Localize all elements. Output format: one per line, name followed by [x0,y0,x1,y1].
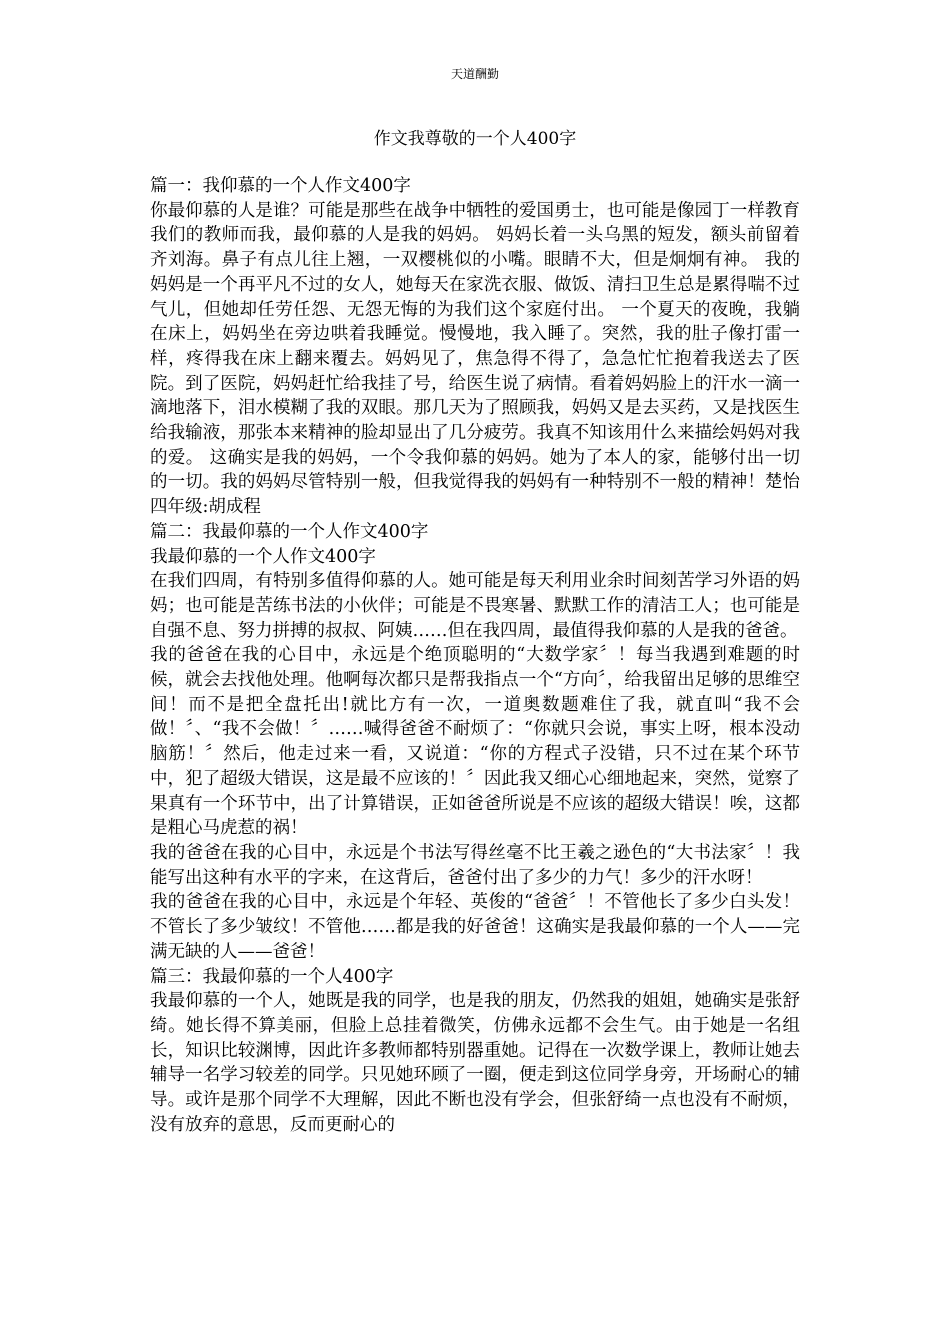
paragraph: 我的爸爸在我的心目中，永远是个年轻、英俊的“爸爸〞！不管他长了多少白头发！不管长了多少皱纹！不管他……都是我的好爸爸！这确实是我最仰慕的一个人——完满无缺的人——爸爸！ [150,892,800,962]
document-body [150,174,800,1137]
section-heading-3: 篇三：我最仰慕的一个人400字 [150,966,394,987]
section-heading-1: 篇一：我仰慕的一个人作文400字 [150,176,411,196]
section-heading-2: 篇二：我最仰慕的一个人作文400字 [150,521,429,542]
paragraph: 在我们四周，有特别多值得仰慕的人。她可能是每天利用业余时间刻苦学习外语的妈妈；也可能是苦练书法的小伙伴；可能是不畏寒暑、默默工作的清洁工人；也可能是自强不息、努力拼搏的叔叔、阿姨……但在我四周，最值得我仰慕的人是我的爸爸。 [150,571,800,641]
page-header: 天道酬勤 [450,67,499,81]
paragraph: 我的爸爸在我的心目中，永远是个书法写得丝毫不比王羲之逊色的“大书法家〞！我能写出这种有水平的字来，在这背后，爸爸付出了多少的力气！多少的汗水呀！ [150,842,800,888]
subheading: 我最仰慕的一个人作文400字 [150,546,376,567]
paragraph: 我最仰慕的一个人，她既是我的同学，也是我的朋友，仍然我的姐姐，她确实是张舒绮。她长得不算美丽，但脸上总挂着微笑，仿佛永远都不会生气。由于她是一名组长，知识比较渊博，因此许多教师都特别器重她。记得在一次数学课上，教师让她去辅导一名学习较差的同学。只见她环顾了一圈，便走到这位同学身旁，开场耐心的辅导。或许是那个同学不大理解，因此不断也没有学会，但张舒绮一点也没有不耐烦，没有放弃的意思，反而更耐心的 [150,991,800,1135]
paragraph: 我的爸爸在我的心目中，永远是个绝顶聪明的“大数学家〞！每当我遇到难题的时候，就会去找他处理。他啊每次都只是帮我指点一个“方向〞，给我留出足够的思维空间！而不是把全盘托出!就比方有一次，一道奥数题难住了我，就直叫“我不会做！〞、“我不会做！〞……喊得爸爸不耐烦了：“你就只会说，事实上呀，根本没动脑筋！〞然后，他走过来一看，又说道：“你的方程式子没错，只不过在某个环节中，犯了超级大错误，这是最不应该的！〞因此我又细心心细地起来，突然，觉察了果真有一个环节中，出了计算错误，正如爸爸所说是不应该的超级大错误！唉，这都是粗心马虎惹的祸！ [150,645,800,839]
document-title: 作文我尊敬的一个人400字 [373,129,577,149]
paragraph: 你最仰慕的人是谁？可能是那些在战争中牺牲的爱国勇士，也可能是像园丁一样教育我们的教师而我，最仰慕的人是我的妈妈。 妈妈长着一头乌黑的短发，额头前留着齐刘海。鼻子有点儿往上翘，一双樱桃似的小嘴。眼睛不大，但是炯炯有神。 我的妈妈是一个再平凡不过的女人，她每天在家洗衣服、做饭、清扫卫生总是累得喘不过气儿，但她却任劳任怨、无怨无悔的为我们这个家庭付出。 一个夏天的夜晚，我躺在床上，妈妈坐在旁边哄着我睡觉。慢慢地，我入睡了。突然，我的肚子像打雷一样，疼得我在床上翻来覆去。妈妈见了，焦急得不得了，急急忙忙抱着我送去了医院。到了医院，妈妈赶忙给我挂了号，给医生说了病情。看着妈妈脸上的汗水一滴一滴地落下，泪水模糊了我的双眼。那几天为了照顾我，妈妈又是去买药，又是找医生给我输液，那张本来精神的脸却显出了几分疲劳。我真不知该用什么来描绘妈妈对我的爱。 这确实是我的妈妈，一个令我仰慕的妈妈。她为了本人的家，能够付出一切的一切。我的妈妈尽管特别一般，但我觉得我的妈妈有一种特别不一般的精神！楚怡四年级:胡成程 [150,200,800,518]
